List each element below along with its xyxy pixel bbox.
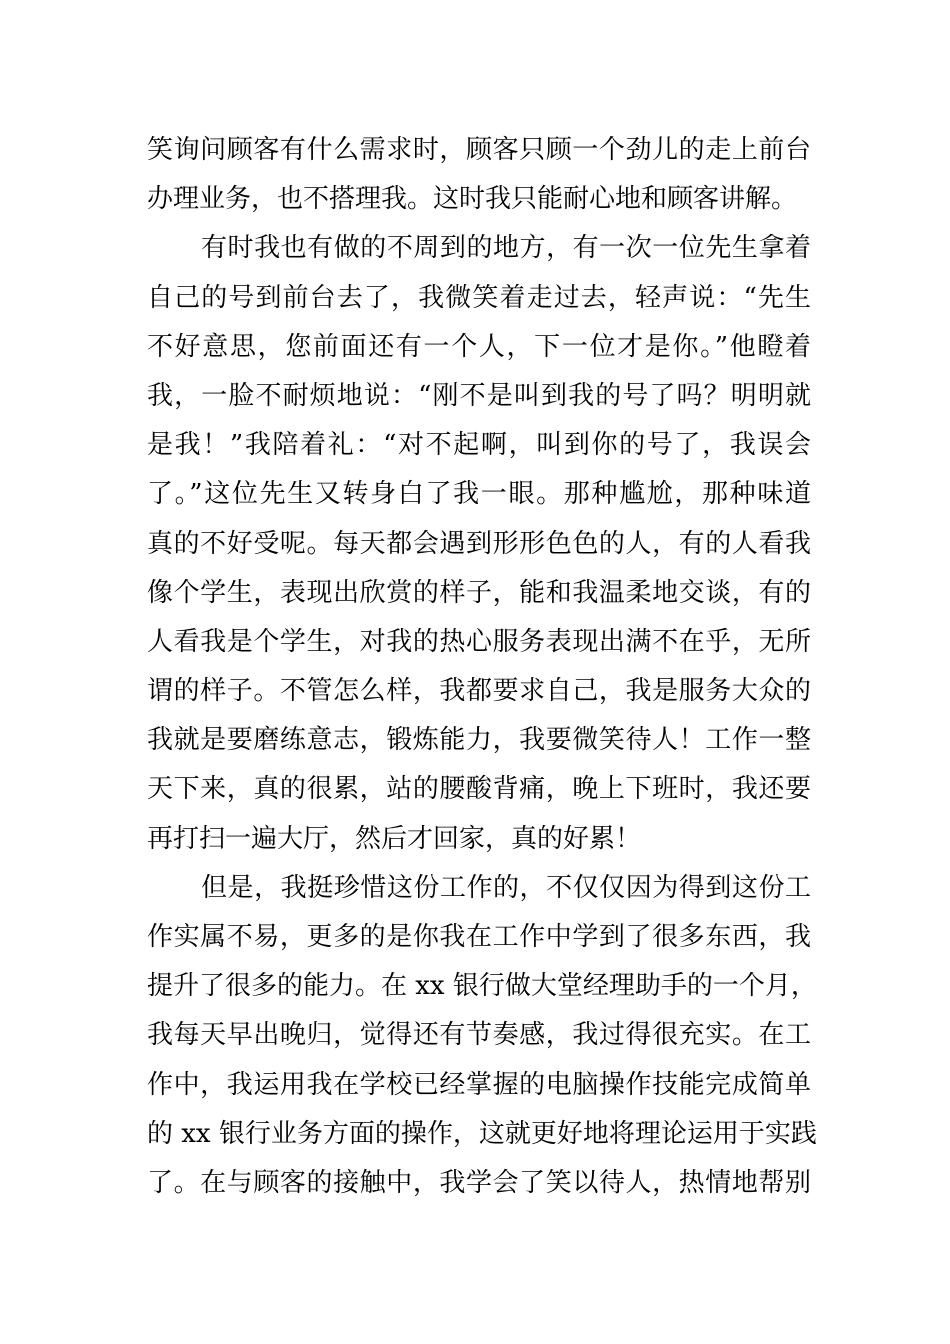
text-line: 天下来，真的很累，站的腰酸背痛，晚上下班时，我还要 — [147, 774, 811, 805]
text-line: 像个学生，表现出欣赏的样子，能和我温柔地交谈，有的 — [147, 577, 811, 608]
paragraph-first-line: 有时我也有做的不周到的地方，有一次一位先生拿着 — [201, 233, 811, 264]
text-line: 是我！”我陪着礼：“对不起啊，叫到你的号了，我误会 — [147, 430, 811, 461]
text-line: 谓的样子。不管怎么样，我都要求自己，我是服务大众的 — [147, 676, 811, 707]
text-line: 作中，我运用我在学校已经掌握的电脑操作技能完成简单 — [147, 1069, 811, 1100]
text-line: 真的不好受呢。每天都会遇到形形色色的人，有的人看我 — [147, 528, 811, 559]
text-line: 笑询问顾客有什么需求时，顾客只顾一个劲儿的走上前台 — [147, 135, 811, 165]
text-line: 提升了很多的能力。在 xx 银行做大堂经理助手的一个月， — [147, 971, 817, 1002]
text-line: 我，一脸不耐烦地说：“刚不是叫到我的号了吗？明明就 — [147, 380, 811, 411]
paragraph-first-line: 但是，我挺珍惜这份工作的，不仅仅因为得到这份工 — [201, 872, 811, 903]
text-line: 不好意思，您前面还有一个人，下一位才是你。”他瞪着 — [147, 331, 811, 362]
text-line: 的 xx 银行业务方面的操作，这就更好地将理论运用于实践 — [147, 1118, 817, 1149]
text-line: 人看我是个学生，对我的热心服务表现出满不在乎，无所 — [147, 626, 811, 657]
text-line: 作实属不易，更多的是你我在工作中学到了很多东西，我 — [147, 922, 811, 952]
document-body — [147, 126, 817, 1208]
text-line: 再打扫一遍大厅，然后才回家，真的好累！ — [147, 823, 642, 854]
text-line: 办理业务，也不搭理我。这时我只能耐心地和顾客讲解。 — [147, 184, 798, 215]
text-line: 我每天早出晚归，觉得还有节奏感，我过得很充实。在工 — [147, 1020, 811, 1051]
text-line: 自己的号到前台去了，我微笑着走过去，轻声说：“先生 — [147, 282, 811, 313]
text-line: 我就是要磨练意志，锻炼能力，我要微笑待人！工作一整 — [147, 725, 811, 756]
text-line: 了。”这位先生又转身白了我一眼。那种尴尬，那种味道 — [147, 479, 811, 510]
text-line: 了。在与顾客的接触中，我学会了笑以待人，热情地帮别 — [147, 1167, 811, 1198]
